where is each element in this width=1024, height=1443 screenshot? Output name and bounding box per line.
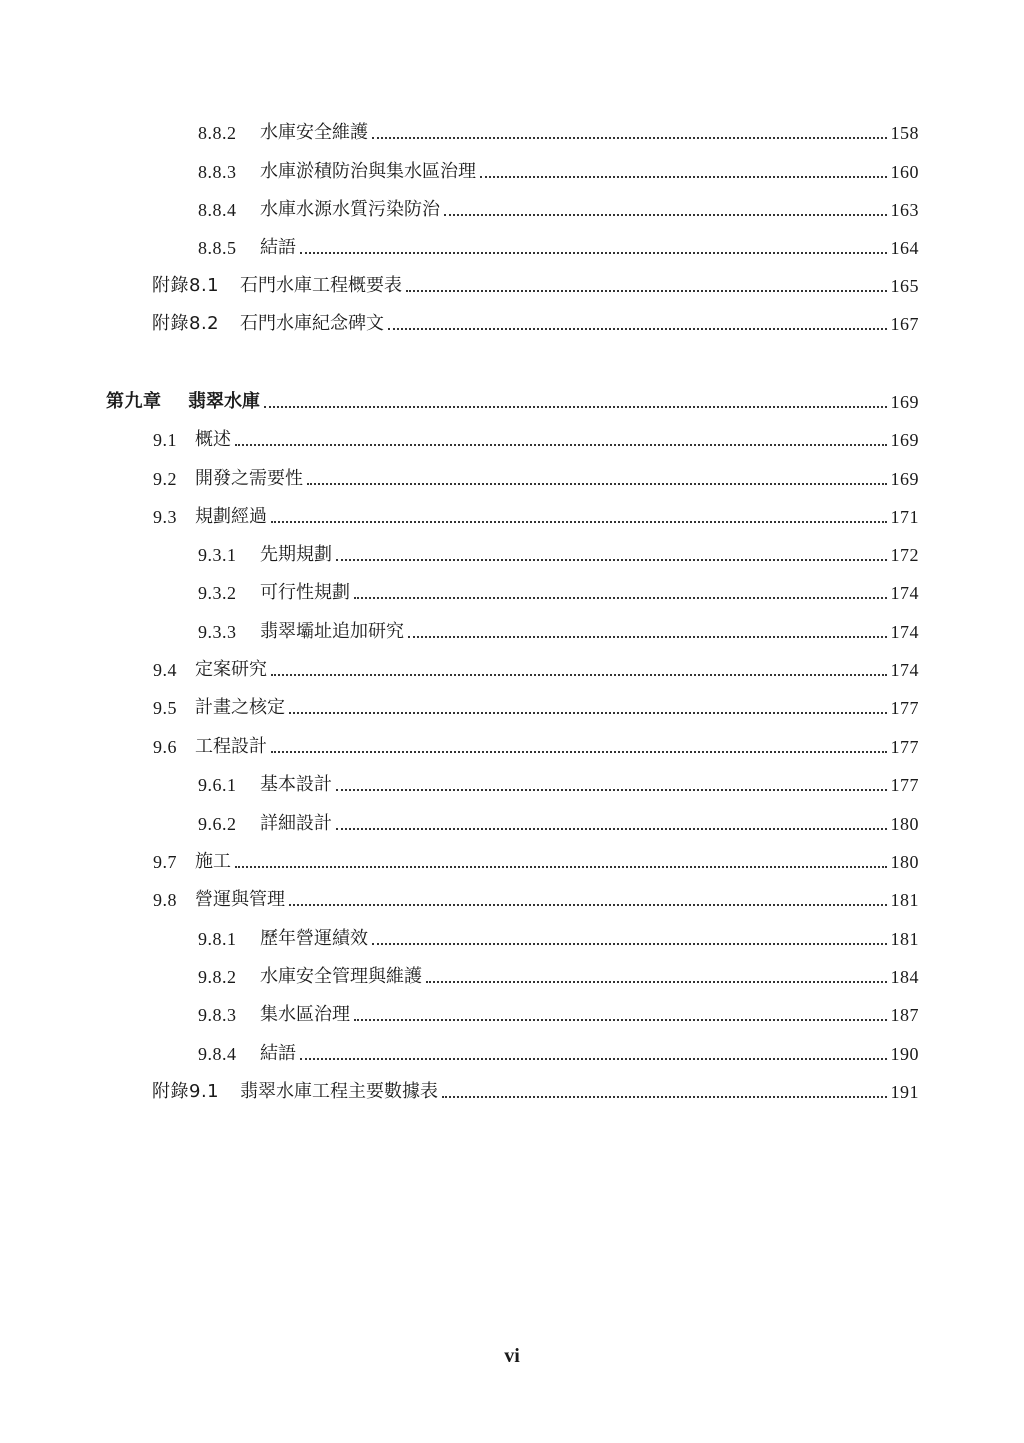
toc-entry-appendix [152,305,919,335]
entry-number: 附錄9.1 [152,1081,220,1102]
entry-number: 附錄8.1 [152,275,220,296]
entry-title: 工程設計 [195,736,267,757]
entry-page: 169 [890,392,919,412]
dot-leader [300,1057,887,1060]
toc-entry [198,766,919,796]
entry-number: 8.8.2 [198,123,237,143]
entry-title: 先期規劃 [260,544,332,565]
entry-page: 177 [890,775,919,795]
dot-leader [300,251,887,254]
entry-title: 集水區治理 [260,1004,350,1025]
dot-leader [388,327,887,330]
toc-entry [198,153,919,183]
toc-entry [198,114,919,144]
toc-entry [198,996,919,1026]
toc-entry-chapter [106,383,919,413]
toc-entry [198,1035,919,1065]
entry-page: 187 [890,1005,919,1025]
entry-title: 水庫水源水質污染防治 [260,199,440,220]
toc-entry [198,574,919,604]
entry-page: 171 [890,507,919,527]
entry-number: 8.8.5 [198,238,237,258]
dot-leader [354,596,887,599]
toc-entry-section [153,460,919,490]
page-number: vi [504,1345,520,1367]
entry-page: 160 [890,162,919,182]
entry-page: 177 [890,737,919,757]
dot-leader [354,1018,887,1021]
dot-leader [271,750,887,753]
entry-page: 184 [890,967,919,987]
dot-leader [480,175,887,178]
entry-page: 169 [890,430,919,450]
dot-leader [444,213,887,216]
entry-title: 計畫之核定 [195,697,285,718]
entry-title: 基本設計 [260,774,332,795]
entry-title: 石門水庫工程概要表 [240,275,402,296]
entry-page: 169 [890,469,919,489]
entry-title: 歷年營運績效 [260,928,368,949]
toc-entry-section [153,498,919,528]
entry-number: 9.2 [153,469,177,489]
dot-leader [372,942,887,945]
entry-number: 9.8 [153,890,177,910]
entry-number: 9.8.1 [198,929,237,949]
entry-number: 9.8.3 [198,1005,237,1025]
entry-page: 181 [890,890,919,910]
entry-title: 施工 [195,851,231,872]
dot-leader [235,865,887,868]
dot-leader [336,558,887,561]
entry-title: 營運與管理 [195,889,285,910]
dot-leader [307,482,887,485]
entry-title: 結語 [260,237,296,258]
entry-page: 180 [890,852,919,872]
entry-number: 附錄8.2 [152,313,220,334]
entry-title: 翡翠水庫工程主要數據表 [240,1081,438,1102]
toc-entry [198,536,919,566]
entry-title: 水庫淤積防治與集水區治理 [260,161,476,182]
dot-leader [336,827,887,830]
entry-number: 9.3.3 [198,622,237,642]
entry-number: 9.3.2 [198,583,237,603]
entry-number: 9.7 [153,852,177,872]
dot-leader [264,405,887,408]
entry-number: 第九章 [106,391,162,412]
dot-leader [442,1095,887,1098]
entry-title: 石門水庫紀念碑文 [240,313,384,334]
toc-entry [198,229,919,259]
entry-page: 180 [890,814,919,834]
toc-entry [198,958,919,988]
entry-title: 可行性規劃 [260,582,350,603]
toc-entry [198,613,919,643]
entry-title: 水庫安全維護 [260,122,368,143]
toc-entry-section [153,421,919,451]
entry-number: 8.8.3 [198,162,237,182]
entry-page: 158 [890,123,919,143]
dot-leader [289,903,887,906]
entry-page: 174 [890,660,919,680]
entry-title: 水庫安全管理與維護 [260,966,422,987]
entry-number: 9.8.4 [198,1044,237,1064]
dot-leader [271,673,887,676]
entry-title: 開發之需要性 [195,468,303,489]
entry-title: 詳細設計 [260,813,332,834]
entry-title: 概述 [195,429,231,450]
entry-page: 163 [890,200,919,220]
entry-number: 9.6.2 [198,814,237,834]
entry-page: 181 [890,929,919,949]
dot-leader [271,520,887,523]
dot-leader [372,136,887,139]
dot-leader [289,711,887,714]
dot-leader [235,443,887,446]
dot-leader [406,289,887,292]
entry-title: 規劃經過 [195,506,267,527]
toc-entry-appendix [152,1073,919,1103]
entry-page: 174 [890,622,919,642]
entry-number: 9.6.1 [198,775,237,795]
entry-number: 8.8.4 [198,200,237,220]
entry-number: 9.3.1 [198,545,237,565]
entry-number: 9.3 [153,507,177,527]
entry-page: 165 [890,276,919,296]
toc-entry-section [153,843,919,873]
toc-entry-section [153,689,919,719]
entry-number: 9.1 [153,430,177,450]
toc-entry [198,920,919,950]
entry-page: 174 [890,583,919,603]
entry-title: 翡翠水庫 [188,391,260,412]
entry-page: 190 [890,1044,919,1064]
toc-entry-section [153,881,919,911]
entry-page: 191 [890,1082,919,1102]
entry-number: 9.5 [153,698,177,718]
entry-page: 172 [890,545,919,565]
dot-leader [426,980,887,983]
toc-entry-section [153,651,919,681]
dot-leader [408,635,887,638]
entry-number: 9.6 [153,737,177,757]
entry-page: 164 [890,238,919,258]
entry-page: 177 [890,698,919,718]
entry-title: 翡翠壩址追加研究 [260,621,404,642]
toc-entry-appendix [152,267,919,297]
entry-number: 9.8.2 [198,967,237,987]
entry-page: 167 [890,314,919,334]
toc-entry [198,191,919,221]
entry-number: 9.4 [153,660,177,680]
entry-title: 結語 [260,1043,296,1064]
entry-title: 定案研究 [195,659,267,680]
toc-entry-section [153,728,919,758]
dot-leader [336,788,887,791]
toc-entry [198,805,919,835]
